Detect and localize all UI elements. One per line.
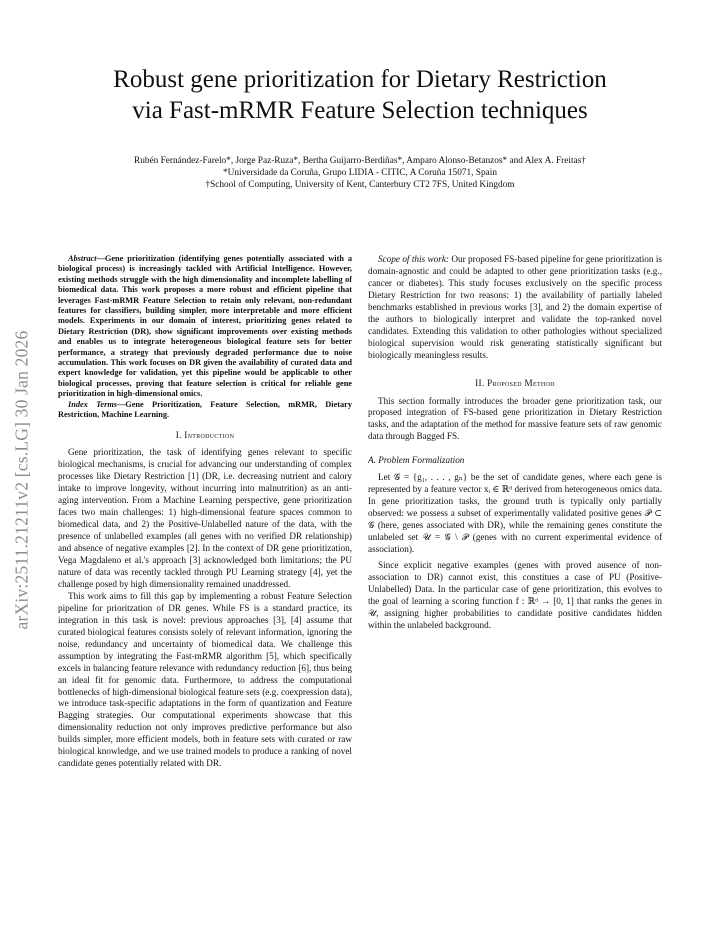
affiliation-1: *Universidade da Coruña, Grupo LIDIA - CITIC, A Coruña 15071, Spain: [223, 168, 497, 178]
formalization-paragraph-2: Since explicit negative examples (genes with proved ausence of non-association to DR) cannot exist, this constitues a case of PU (Positive-Unlabelled) Data. In the particular case of gene prioritization, this evolves to the goal of learning a scoring function f : ℝᵈ → [0, 1] that ranks the genes in 𝒰, assigning higher probabilities to candidate positive candidates hidden within the unlabeled background.: [368, 559, 662, 630]
index-terms-text: —Gene Prioritization, Feature Selection, mRMR, Dietary Restriction, Machine Learning.: [58, 399, 352, 420]
section-1-heading: I. Introduction: [175, 429, 235, 440]
paper-title: [60, 64, 660, 126]
left-column: [58, 254, 352, 770]
formalization-paragraph-1: Let 𝒢 = {g₁, . . . , gₙ} be the set of candidate genes, where each gene is represented by a feature vector xᵢ ∈ ℝᵈ derived from heterogeneous omics data. In gene prioritization tasks, the ground truth is typically only partially observed: we possess a subset of experimentally validated positive genes 𝒫 ⊂ 𝒢 (here, genes associated with DR), while the remaining genes constitute the unlabeled set 𝒰 = 𝒢 \ 𝒫 (genes with no current experimental evidence of association).: [368, 472, 662, 555]
scope-label: Scope of this work:: [378, 254, 449, 264]
subsection-heading: A. Problem Formalization: [368, 455, 465, 466]
arxiv-identifier: arXiv:2511.21211v2 [cs.LG] 30 Jan 2026: [11, 330, 32, 630]
abstract: [58, 254, 352, 400]
right-column: [368, 254, 662, 632]
scope-paragraph: [368, 254, 662, 362]
scope-text: Our proposed FS-based pipeline for gene prioritization is domain-agnostic and could be adapted to other gene prioritization tasks (e.g., cancer or diabetes). This study focuses exclusively on the specific process Dietary Restriction for two reasons: 1) the availability of partially labeled benchmarks established in previous works [3], and 2) the domain expertise of the authors to biologically interpret and validate the top-ranked novel candidates. Extending this validation to other pathologies without specialized biological supervision would risk generating statistically significant but biologically meaningless results.: [368, 254, 662, 360]
index-terms-label: Index Terms: [68, 399, 117, 409]
title-line-1: Robust gene prioritization for Dietary Restriction: [113, 66, 607, 93]
intro-paragraph-1: Gene prioritization, the task of identifying genes relevant to specific biological mechanisms, is crucial for advancing our understanding of complex processes like Dietary Restriction [1] (DR, i.e. decreasing nutrient and calory intake to improve longevity, without incurring into malnutrition) as an anti-aging intervention. From a Machine Learning perspective, gene prioritization faces two main challenges: 1) high-dimensional feature spaces common to biomedical data, and 2) the Positive-Unlabelled nature of the data, with the presence of unlabelled examples (all genes with no verified DR relationship) and absence of negative examples [2]. In the context of DR gene prioritization, Vega Magdaleno et al.'s approach [3] acknowledged both limitations; the PU nature of data was recently tackled through PU Learning strategy [4], yet the challenge posed by high dimensionality remained unaddressed.: [58, 447, 352, 589]
index-terms: [58, 400, 352, 421]
abstract-label: Abstract: [68, 254, 97, 263]
author-names: Rubén Fernández-Farelo*, Jorge Paz-Ruza*, Bertha Guijarro-Berdiñas*, Amparo Alonso-Betanzos* and Alex A. Freitas†: [134, 156, 586, 166]
section-2-heading: II. Proposed Method: [475, 377, 555, 388]
title-line-2: via Fast-mRMR Feature Selection techniques: [132, 97, 588, 124]
abstract-text: —Gene prioritization (identifying genes potentially associated with a biological process) is increasingly tackled with Artificial Intelligence. However, existing methods struggle with the high dimensionality and incomplete labelling of biomedical data. This work proposes a more robust and efficient pipeline that leverages Fast-mRMR Feature Selection to retain only relevant, non-redundant features for classifiers, building simpler, more interpretable and more efficient models. Experiments in our domain of interest, prioritizing genes related to Dietary Restriction (DR), show significant improvements over existing methods and enables us to integrate heterogeneous biological feature sets for better performance, a strategy that previously degraded performance due to noise accumulation. This work focuses on DR given the availability of curated data and expert knowledge for validation, yet this pipeline would be applicable to other biological processes, proving that feature selection is critical for reliable gene prioritization in high-dimensional omics.: [58, 254, 352, 399]
author-block: [40, 155, 680, 191]
method-intro-paragraph: This section formally introduces the broader gene prioritization task, our proposed integration of FS-based gene prioritization in Dietary Restriction tasks, and the adaptation of the method for massive feature sets of raw genomic data through Bagged FS.: [368, 395, 662, 442]
affiliation-2: †School of Computing, University of Kent, Canterbury CT2 7FS, United Kingdom: [205, 180, 515, 190]
intro-paragraph-2: This work aims to fill this gap by implementing a robust Feature Selection pipeline for prioritzation of DR genes. While FS is a standard practice, its integration in this task is novel: previous approaches [3], [4] assume that curated biological features consists solely of relevant information, ignoring the noise, redundancy and uncertainty of biomedical data. We challenge this assumption by integrating the Fast-mRMR algorithm [5], which specifically excels in balancing feature relevance with redundancy reduction [6], thus being an ideal fit for genomic data. Furthermore, to address the computational bottlenecks of high-dimensional biological feature sets (e.g. coexpression data), we introduce task-specific adaptations in the form of quantization and Feature Bagging strategies. Our computational experiments showcase that this dimensionality reduction not only improves predictive performance but also builds simpler, more efficient models, both in feature sets with curated or raw biological knowledge, and we use trained models to produce a ranking of novel candidate genes potentially related with DR.: [58, 590, 352, 769]
